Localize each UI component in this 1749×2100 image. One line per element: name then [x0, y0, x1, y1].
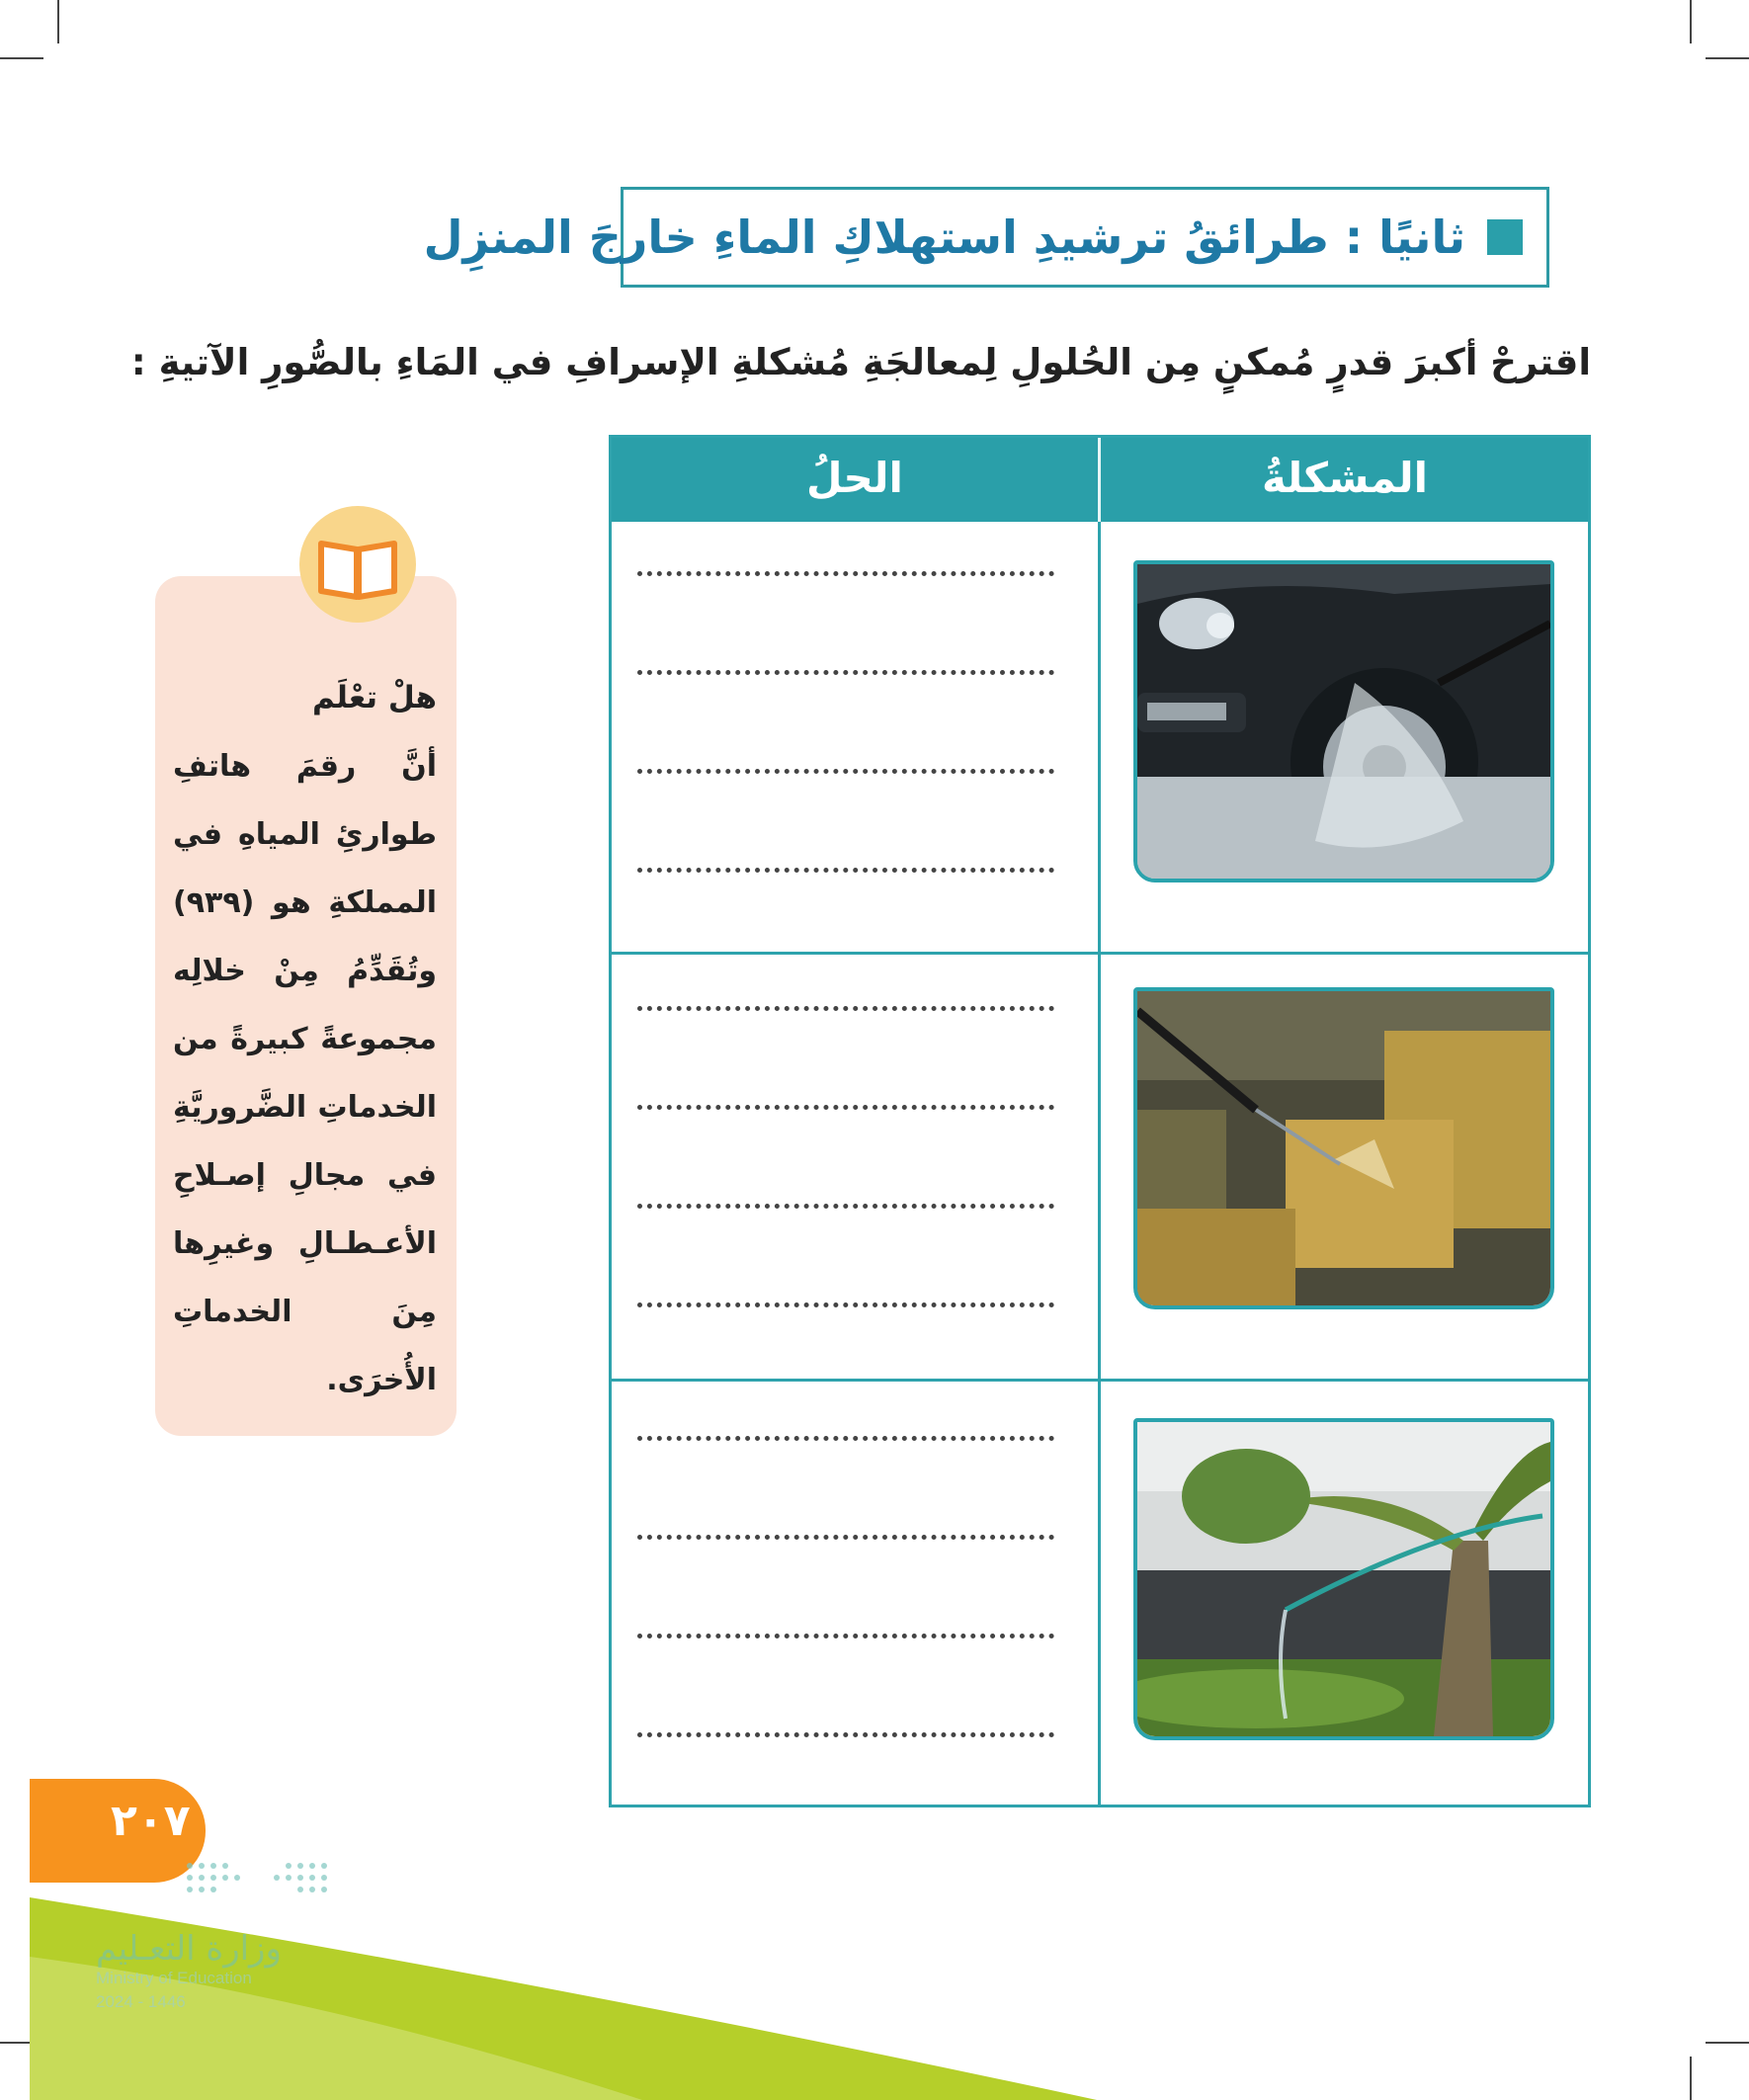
row-divider: [612, 952, 1588, 955]
pavement-washing-photo: [1133, 987, 1554, 1309]
crop-mark: [1690, 0, 1692, 43]
car-wash-illustration: [1137, 564, 1550, 879]
garden-watering-photo: [1133, 1418, 1554, 1740]
section-heading: [423, 187, 1549, 288]
table-header: [612, 438, 1588, 522]
ministry-year: 2024 - 1446: [96, 1992, 186, 2011]
problem-solution-table: [609, 435, 1591, 1807]
did-you-know-box: [155, 576, 457, 1436]
crop-mark: [57, 0, 59, 43]
ministry-logo-dots: [180, 1856, 353, 1900]
did-you-know-text: أنَّ رقمَ هاتفِ طوارئِ المياهِ في المملكةِ هو (٩٣٩) وتُقَدِّمُ مِنْ خلالِه مجموعةً كبيرةً من الخدماتِ الضَّروريَّةِ في مجالِ إصـلاحِ الأعـطـالِ وغيرِها مِنَ الخدماتِ الأُخرَى.: [173, 749, 437, 1397]
answer-line[interactable]: [637, 868, 1054, 873]
ministry-name-english: Ministry of Education: [96, 1969, 252, 1987]
answer-line[interactable]: [637, 1732, 1054, 1737]
header-divider: [1098, 438, 1101, 522]
open-book-icon: [299, 506, 416, 623]
car-wash-photo: [1133, 560, 1554, 882]
answer-line[interactable]: [637, 1302, 1054, 1307]
answer-line[interactable]: [637, 571, 1054, 576]
answer-line[interactable]: [637, 1634, 1054, 1638]
answer-line[interactable]: [637, 1105, 1054, 1110]
pavement-washing-illustration: [1137, 991, 1550, 1305]
crop-mark: [1706, 57, 1749, 59]
answer-line[interactable]: [637, 769, 1054, 774]
section-title-text: ثانيًا : طرائقُ ترشيدِ استهلاكِ الماءِ خارجَ المنزِل: [423, 210, 1465, 264]
crop-mark: [0, 57, 43, 59]
did-you-know-heading: هلْ تعْلَم: [311, 680, 437, 715]
column-divider: [1098, 522, 1101, 1807]
answer-line[interactable]: [637, 1006, 1054, 1011]
ministry-name-arabic: وزارة التعـليم: [96, 1929, 282, 1969]
header-problem: المشكلةُ: [1261, 454, 1429, 502]
answer-line[interactable]: [637, 1204, 1054, 1209]
page-number: ٢٠٧: [111, 1796, 191, 1846]
row-divider: [612, 1379, 1588, 1382]
answer-line[interactable]: [637, 1436, 1054, 1441]
garden-watering-illustration: [1137, 1422, 1550, 1736]
answer-line[interactable]: [637, 670, 1054, 675]
instruction-text: اقترحْ أكبرَ قدرٍ مُمكنٍ مِن الحُلولِ لِمعالجَةِ مُشكلةِ الإسرافِ في المَاءِ بالصُّورِ الآتيةِ :: [130, 341, 1591, 383]
header-solution: الحلُ: [806, 454, 903, 502]
footer-wave-decoration: [30, 1878, 1749, 2100]
answer-line[interactable]: [637, 1535, 1054, 1540]
square-bullet-icon: [1487, 219, 1523, 255]
